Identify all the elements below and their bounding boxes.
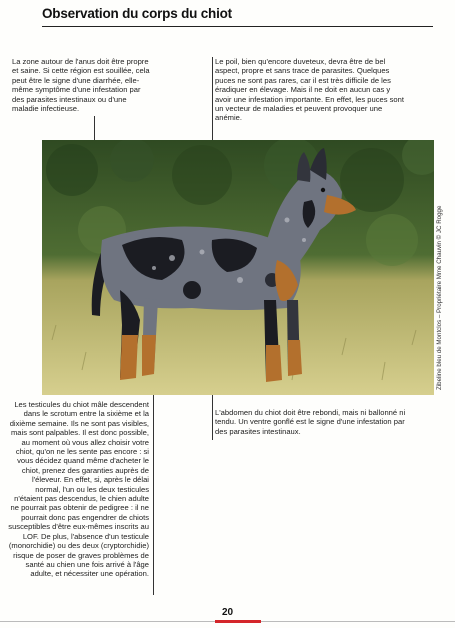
text-testicules: Les testicules du chiot mâle descendent dans le scrotum entre la sixième et la dixième semaine. Ils ne sont pas visibles, mais sont palpables. Il est donc possible, au moment où vous allez choisir votre chiot, qu'on ne les sente pas encore : si vous décidez quand même d'acheter le chiot, prenez des garanties auprès de l'éleveur. En effet, si, après le délai normal, l'un ou les deux testicules n'étaient pas descendus, le chien adulte ne pourrait pas obtenir de pedigree : il ne pourrait donc pas engendrer de chiots susceptibles d'être eux-mêmes inscrits au LOF. De plus, l'absence d'un testicule (monorchidie) ou des deux (cryptorchidie) risque de poser de graves problèmes de santé au chien une fois arrivé à l'âge adulte, et nécessiter une opération. <box>8 400 149 579</box>
title-rule <box>42 26 433 27</box>
dog-photo <box>42 140 434 395</box>
text-anus: La zone autour de l'anus doit être propre et saine. Si cette région est souillée, cela peut être le signe d'une diarrhée, elle-même symptôme d'une infestation par des parasites intestinaux ou d'une maladie infectieuse. <box>12 57 150 114</box>
page-number: 20 <box>221 607 234 618</box>
page-number-accent <box>215 620 261 623</box>
text-poil: Le poil, bien qu'encore duveteux, devra être de bel aspect, propre et sans trace de parasites. Quelques puces ne sont pas rares, car il est très difficile de les éradiquer en élevage. Mais il ne doit en aucun cas y avoir une infestation importante. En effet, les puces sont un vecteur de maladies et peuvent provoquer une anémie. <box>215 57 404 123</box>
photo-caption: Zibeline bleu de Montclos – Propriétaire Mme Chauvin © JC Rogge <box>436 205 443 390</box>
text-abdomen: L'abdomen du chiot doit être rebondi, mais ni ballonné ni tendu. Un ventre gonflé est le signe d'une infestation par des parasites intestinaux. <box>215 408 406 436</box>
page-title: Observation du corps du chiot <box>42 6 232 21</box>
dog-illustration <box>42 140 434 395</box>
